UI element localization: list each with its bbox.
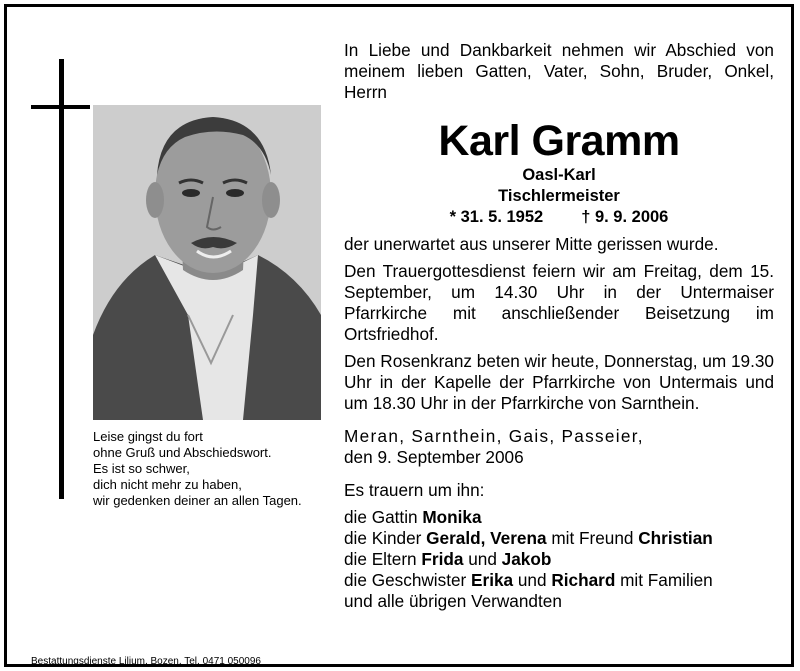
places-text: Meran, Sarnthein, Gais, Passeier, — [344, 426, 644, 446]
mourner-children: die Kinder Gerald, Verena mit Freund Christian — [344, 528, 713, 548]
unexpected-text: der unerwartet aus unserer Mitte gerissen wurde. — [344, 234, 719, 254]
birth-date: * 31. 5. 1952 — [449, 208, 544, 226]
deceased-name: Karl Gramm — [438, 117, 680, 165]
mourner-wife: die Gattin Monika — [344, 507, 482, 527]
portrait-photo — [93, 105, 321, 420]
poem-line: Es ist so schwer, — [93, 461, 190, 476]
intro-text: In Liebe und Dankbarkeit nehmen wir Abschied von meinem lieben Gatten, Vater, Sohn, Bruder, Onkel, Herrn — [344, 40, 774, 102]
poem-line: ohne Gruß und Abschiedswort. — [93, 445, 272, 460]
death-date: † 9. 9. 2006 — [581, 208, 669, 226]
poem — [93, 429, 333, 509]
mourners-intro: Es trauern um ihn: — [344, 480, 485, 500]
life-dates — [344, 207, 774, 228]
cross-icon — [59, 59, 64, 499]
mourner-parents: die Eltern Frida und Jakob — [344, 549, 552, 569]
poem-line: wir gedenken deiner an allen Tagen. — [93, 493, 302, 508]
funeral-text: Den Trauergottesdienst feiern wir am Freitag, dem 15. September, um 14.30 Uhr in der Untermaiser Pfarrkirche mit anschließender Beisetzung im Ortsfriedhof. — [344, 261, 774, 344]
mourner-siblings: die Geschwister Erika und Richard mit Familien — [344, 570, 713, 590]
cross-bar — [31, 105, 90, 109]
footer-funeral-service: Bestattungsdienste Lilium, Bozen, Tel. 0471 050096 — [31, 656, 261, 667]
poem-line: Leise gingst du fort — [93, 429, 203, 444]
mourner-others: und alle übrigen Verwandten — [344, 591, 562, 611]
poem-line: dich nicht mehr zu haben, — [93, 477, 242, 492]
obituary-text — [344, 40, 774, 612]
nickname: Oasl-Karl — [522, 166, 596, 184]
date-text: den 9. September 2006 — [344, 447, 524, 467]
rosary-text: Den Rosenkranz beten wir heute, Donnerstag, um 19.30 Uhr in der Kapelle der Pfarrkirche von Untermais und um 18.30 Uhr in der Pfarrkirche von Sarnthein. — [344, 351, 774, 413]
profession: Tischlermeister — [498, 187, 620, 205]
